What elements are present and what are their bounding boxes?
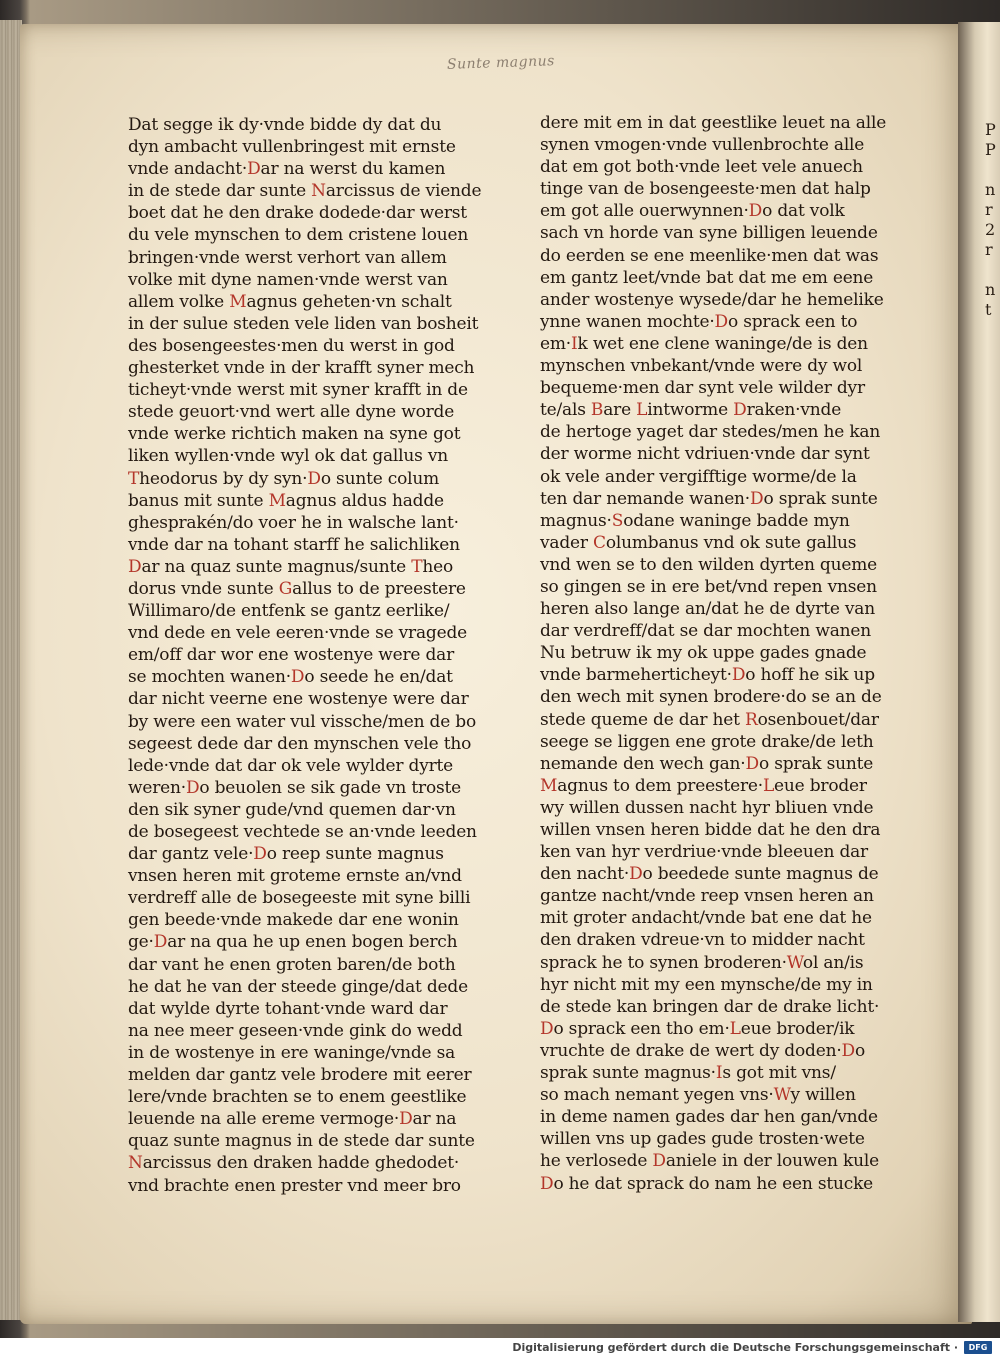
rubric-initial: D: [731, 665, 746, 686]
text-line: den wech mit synen brodere·do se an de: [540, 687, 882, 708]
text-line: in de stede dar sunte Narcissus de viende: [128, 181, 482, 202]
rubric-initial: D: [253, 844, 267, 865]
text-line: des bosengeestes·men du werst in god: [128, 335, 455, 356]
text-line: Dat segge ik dy·vnde bidde dy dat du: [128, 115, 442, 135]
rubric-initial: N: [311, 181, 326, 202]
rubric-initial: D: [652, 1151, 666, 1172]
text-line: Magnus to dem preestere·Leue broder: [540, 775, 867, 796]
text-line: dar nicht veerne ene wostenye were dar: [128, 689, 469, 710]
footer-bar: [0, 1338, 1000, 1357]
rubric-initial: D: [307, 468, 321, 489]
text-line: Willimaro/de entfenk se gantz eerlike/: [128, 601, 450, 622]
rubric-initial: D: [540, 1173, 554, 1194]
rubric-initial: D: [185, 777, 200, 798]
text-line: dar gantz vele·Do reep sunte magnus: [128, 844, 444, 865]
text-line: sprak sunte magnus·Is got mit vns/: [540, 1063, 836, 1084]
text-line: segeest dede dar den mynschen vele tho: [128, 733, 472, 754]
text-line: Dar na quaz sunte magnus/sunte Theo: [128, 556, 454, 577]
text-line: bringen·vnde werst verhort van allem: [128, 247, 447, 268]
text-line: em gantz leet/vnde bat dat me em eene: [540, 267, 874, 288]
text-line: na nee meer geseen·vnde gink do wedd: [128, 1020, 463, 1041]
text-line: leuende na alle ereme vermoge·Dar na: [128, 1109, 457, 1130]
text-line: boet dat he den drake dodede·dar werst: [128, 203, 467, 224]
text-line: ghesterket vnde in der krafft syner mech: [128, 358, 475, 379]
rubric-initial: D: [399, 1109, 413, 1130]
text-line: dyn ambacht vullenbringest mit ernste: [128, 137, 456, 158]
text-line: dar vant he enen groten baren/de both: [128, 954, 456, 975]
text-line: mynschen vnbekant/vnde were dy wol: [540, 356, 863, 377]
text-line: hyr nicht mit my een mynsche/de my in: [540, 974, 873, 995]
text-line: vnde dar na tohant starff he salichliken: [128, 534, 460, 555]
text-line: de hertoge yaget dar stedes/men he kan: [540, 422, 881, 443]
text-line: de stede kan bringen dar de drake licht·: [540, 996, 880, 1017]
text-line: stede queme de dar het Rosenbouet/dar: [540, 709, 879, 730]
text-line: banus mit sunte Magnus aldus hadde: [128, 490, 444, 511]
rubric-initial: D: [841, 1040, 855, 1061]
rubric-initial: M: [540, 775, 558, 796]
dfg-logo: DFG: [964, 1341, 992, 1354]
text-line: te/als Bare Lintworme Draken·vnde: [540, 400, 842, 421]
text-line: gen beede·vnde makede dar ene wonin: [128, 910, 459, 931]
text-line: vruchte de drake de wert dy doden·Do: [540, 1040, 866, 1061]
text-line: lede·vnde dat dar ok vele wylder dyrte: [128, 755, 454, 776]
rubric-initial: D: [745, 753, 759, 774]
text-line: heren also lange an/dat he de dyrte van: [540, 599, 875, 620]
text-line: gantze nacht/vnde reep vnsen heren an: [540, 886, 874, 907]
text-line: em got alle ouerwynnen·Do dat volk: [540, 201, 845, 222]
text-line: mit groter andacht/vnde bat ene dat he: [540, 908, 872, 929]
rubric-initial: R: [744, 709, 758, 730]
rubric-initial: L: [729, 1018, 741, 1039]
text-line: quaz sunte magnus in de stede dar sunte: [128, 1131, 475, 1152]
text-line: ten dar nemande wanen·Do sprak sunte: [540, 488, 878, 509]
text-line: so gingen se in ere bet/vnd repen vnsen: [540, 576, 877, 597]
text-line: willen vnsen heren bidde dat he den dra: [540, 820, 881, 840]
rubric-initial: D: [748, 201, 763, 222]
text-line: dorus vnde sunte Gallus to de preestere: [128, 578, 466, 599]
text-line: bequeme·men dar synt vele wilder dyr: [540, 378, 865, 399]
rubric-initial: D: [750, 488, 764, 509]
text-line: den sik syner gude/vnd quemen dar·vn: [128, 799, 456, 820]
text-line: Nu betruw ik my ok uppe gades gnade: [540, 643, 867, 664]
rubric-initial: T: [128, 468, 140, 489]
text-line: allem volke Magnus geheten·vn schalt: [128, 291, 452, 312]
rubric-initial: D: [128, 556, 142, 577]
text-line: vnde barmeherticheyt·Do hoff he sik up: [540, 665, 875, 686]
text-line: den draken vdreue·vn to midder nacht: [540, 930, 865, 951]
text-line: liken wyllen·vnde wyl ok dat gallus vn: [128, 446, 449, 467]
rubric-initial: D: [247, 159, 261, 180]
handwritten-annotation: Sunte magnus: [446, 53, 556, 73]
text-line: den nacht·Do beedede sunte magnus de: [540, 864, 879, 885]
text-line: Do sprack een tho em·Leue broder/ik: [540, 1018, 855, 1039]
text-line: dar verdreff/dat se dar mochten wanen: [540, 621, 872, 642]
text-line: he dat he van der steede ginge/dat dede: [128, 976, 468, 997]
rubric-initial: D: [290, 667, 305, 688]
text-line: Do he dat sprack do nam he een stucke: [540, 1173, 874, 1194]
text-line: in de wostenye in ere waninge/vnde sa: [128, 1042, 456, 1063]
text-line: vnd brachte enen prester vnd meer bro: [128, 1175, 461, 1196]
text-line: ge·Dar na qua he up enen bogen berch: [128, 932, 458, 953]
text-line: wy willen dussen nacht hyr bliuen vnde: [540, 797, 874, 818]
rubric-initial: N: [128, 1153, 143, 1174]
rubric-initial: B: [590, 400, 604, 421]
rubric-initial: D: [153, 932, 168, 953]
text-line: sach vn horde van syne billigen leuende: [540, 223, 878, 244]
text-line: lere/vnde brachten se to enem geestlike: [128, 1087, 467, 1108]
text-line: se mochten wanen·Do seede he en/dat: [128, 667, 453, 688]
text-line: em/off dar wor ene wostenye were dar: [128, 645, 455, 666]
rubric-initial: D: [540, 1018, 554, 1039]
text-line: ticheyt·vnde werst mit syner krafft in de: [128, 380, 468, 401]
text-line: in deme namen gades dar hen gan/vnde: [540, 1107, 878, 1128]
text-line: du vele mynschen to dem cristene louen: [128, 225, 469, 246]
text-line: verdreff alle de bosegeeste mit syne billi: [128, 888, 471, 909]
text-line: ken van hyr verdriue·vnde bleeuen dar: [540, 842, 868, 863]
text-line: vader Columbanus vnd ok sute gallus: [540, 532, 857, 553]
text-column-right: [540, 112, 887, 1195]
text-line: ok vele ander vergifftige worme/de la: [540, 466, 857, 487]
rubric-initial: L: [636, 400, 648, 421]
text-column-left: [128, 114, 482, 1197]
text-line: so mach nemant yegen vns·Wy willen: [540, 1085, 856, 1106]
text-line: dat em got both·vnde leet vele anuech: [540, 157, 863, 178]
page-stack-edge: [0, 20, 22, 1320]
text-line: Theodorus by dy syn·Do sunte colum: [128, 468, 440, 489]
text-line: nemande den wech gan·Do sprak sunte: [540, 753, 874, 774]
rubric-initial: S: [611, 510, 624, 531]
rubric-initial: L: [762, 775, 775, 796]
text-line: vnde andacht·Dar na werst du kamen: [128, 159, 446, 180]
rubric-initial: M: [268, 490, 286, 511]
text-line: stede geuort·vnd wert alle dyne worde: [128, 402, 455, 423]
text-line: sprack he to synen broderen·Wol an/is: [540, 952, 864, 973]
rubric-initial: D: [733, 400, 747, 421]
footer-credit: Digitalisierung gefördert durch die Deutsche Forschungsgemeinschaft ·: [512, 1341, 958, 1354]
text-line: ander wostenye wysede/dar he hemelike: [540, 289, 884, 310]
text-line: he verlosede Daniele in der louwen kule: [540, 1151, 879, 1172]
text-line: weren·Do beuolen se sik gade vn troste: [128, 777, 461, 798]
text-line: em·Ik wet ene clene waninge/de is den: [540, 333, 868, 354]
text-line: willen vns up gades gude trosten·wete: [540, 1129, 865, 1150]
rubric-initial: I: [715, 1063, 723, 1084]
text-line: melden dar gantz vele brodere mit eerer: [128, 1065, 472, 1086]
text-line: vnd dede en vele eeren·vnde se vragede: [128, 623, 468, 644]
text-line: synen vmogen·vnde vullenbrochte alle: [540, 135, 865, 156]
text-line: dat wylde dyrte tohant·vnde ward dar: [128, 998, 448, 1019]
text-line: by were een water vul vissche/men de bo: [128, 711, 477, 732]
next-page-fragment: P P n r 2 r n t: [985, 120, 996, 319]
text-line: vnd wen se to den wilden dyrten queme: [540, 554, 878, 575]
text-line: volke mit dyne namen·vnde werst van: [128, 269, 448, 290]
rubric-initial: D: [714, 311, 728, 332]
text-line: de bosegeest vechtede se an·vnde leeden: [128, 822, 477, 842]
text-line: ynne wanen mochte·Do sprack een to: [540, 311, 858, 332]
rubric-initial: G: [278, 578, 293, 599]
text-line: magnus·Sodane waninge badde myn: [540, 510, 850, 531]
text-line: Narcissus den draken hadde ghedodet·: [128, 1153, 460, 1174]
text-line: do eerden se ene meenlike·men dat was: [540, 245, 879, 266]
text-line: vnsen heren mit groteme ernste an/vnd: [128, 866, 462, 887]
rubric-initial: W: [786, 952, 803, 973]
text-line: tinge van de bosengeeste·men dat halp: [540, 179, 871, 200]
text-line: ghesprakén/do voer he in walsche lant·: [128, 512, 459, 533]
text-line: in der sulue steden vele liden van bosheit: [128, 313, 479, 334]
rubric-initial: W: [773, 1085, 791, 1106]
text-line: dere mit em in dat geestlike leuet na alle: [540, 113, 887, 133]
rubric-initial: T: [411, 556, 423, 577]
text-line: der worme nicht vdriuen·vnde dar synt: [540, 444, 870, 465]
rubric-initial: M: [229, 291, 247, 312]
text-line: seege se liggen ene grote drake/de leth: [540, 731, 874, 752]
text-line: vnde werke richtich maken na syne got: [128, 424, 461, 445]
rubric-initial: D: [629, 864, 643, 885]
rubric-initial: I: [571, 333, 578, 354]
rubric-initial: C: [593, 532, 606, 553]
